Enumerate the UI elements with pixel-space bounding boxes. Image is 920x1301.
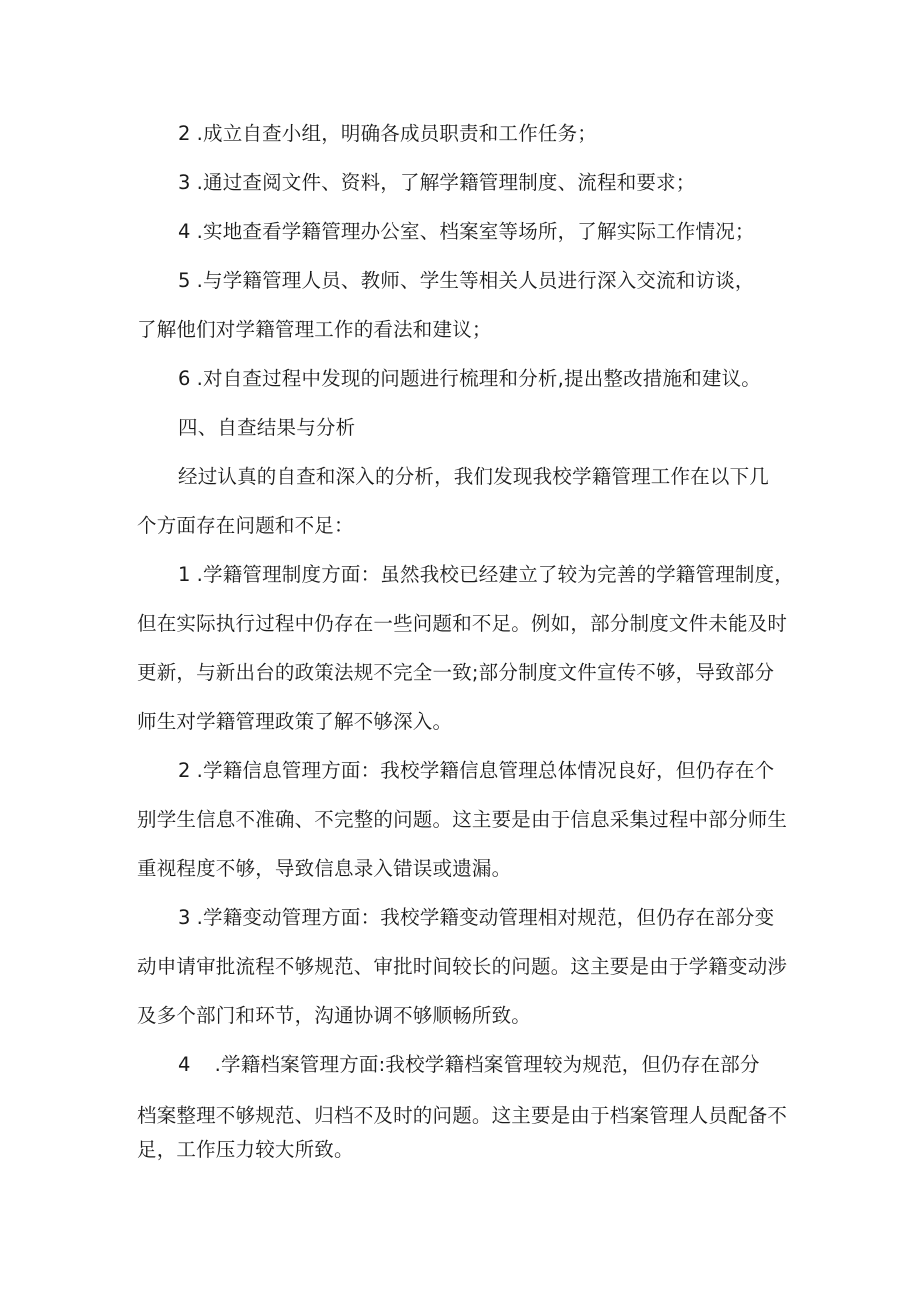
finding-line: 更新，与新出台的政策法规不完全一致;部分制度文件宣传不够，导致部分 — [137, 661, 775, 684]
finding-line: 重视程度不够，导致信息录入错误或遗漏。 — [137, 857, 512, 880]
item-text: .实地查看学籍管理办公室、档案室等场所，了解实际工作情况； — [196, 220, 755, 243]
finding-line: 别学生信息不准确、不完整的问题。这主要是由于信息采集过程中部分师生 — [137, 808, 788, 831]
finding-line: 但在实际执行过程中仍存在一些问题和不足。例如，部分制度文件未能及时 — [137, 612, 788, 635]
item-text: .通过查阅文件、资料，了解学籍管理制度、流程和要求； — [196, 171, 696, 194]
item-number: 4 — [178, 220, 191, 243]
finding-line: 动申请审批流程不够规范、审批时间较长的问题。这主要是由于学籍变动涉 — [137, 955, 788, 978]
list-item — [178, 121, 597, 147]
list-item-continuation — [137, 317, 492, 343]
item-number: 5 — [178, 269, 191, 292]
finding-line: 足，工作压力较大所致。 — [137, 1138, 354, 1161]
list-item — [178, 366, 761, 392]
list-item — [178, 268, 755, 294]
finding-text: .学籍信息管理方面：我校学籍信息管理总体情况良好，但仍存在个 — [196, 759, 775, 782]
finding-text: .学籍管理制度方面：虽然我校已经建立了较为完善的学籍管理制度， — [196, 563, 795, 586]
finding-number: 2 — [178, 759, 191, 782]
finding-number: 1 — [178, 563, 191, 586]
finding-line: 档案整理不够规范、归档不及时的问题。这主要是由于档案管理人员配备不 — [137, 1104, 788, 1127]
finding-text: .学籍档案管理方面:我校学籍档案管理较为规范，但仍存在部分 — [214, 1053, 760, 1076]
finding-number: 3 — [178, 906, 191, 929]
finding-text: .学籍变动管理方面：我校学籍变动管理相对规范，但仍存在部分变 — [196, 906, 775, 929]
paragraph-line: 经过认真的自查和深入的分析，我们发现我校学籍管理工作在以下几 — [178, 465, 770, 488]
item-text: .对自查过程中发现的问题进行梳理和分析,提出整改措施和建议。 — [196, 367, 762, 390]
finding-number: 4 — [178, 1053, 191, 1076]
section-heading: 四、自查结果与分析 — [178, 416, 356, 439]
item-text: .成立自查小组，明确各成员职责和工作任务； — [196, 122, 598, 145]
item-number: 3 — [178, 171, 191, 194]
finding-line — [178, 905, 774, 931]
list-item — [178, 170, 696, 196]
paragraph-line: 个方面存在问题和不足： — [137, 514, 354, 537]
item-number: 6 — [178, 367, 191, 390]
finding-line — [178, 758, 774, 784]
finding-line: 师生对学籍管理政策了解不够深入。 — [137, 710, 453, 733]
list-item — [178, 219, 755, 245]
item-number: 2 — [178, 122, 191, 145]
finding-line: 及多个部门和环节，沟通协调不够顺畅所致。 — [137, 1004, 532, 1027]
item-text: .与学籍管理人员、教师、学生等相关人员进行深入交流和访谈， — [196, 269, 755, 292]
finding-line — [178, 562, 794, 588]
finding-line — [178, 1052, 760, 1078]
item-text: 了解他们对学籍管理工作的看法和建议； — [137, 318, 492, 341]
